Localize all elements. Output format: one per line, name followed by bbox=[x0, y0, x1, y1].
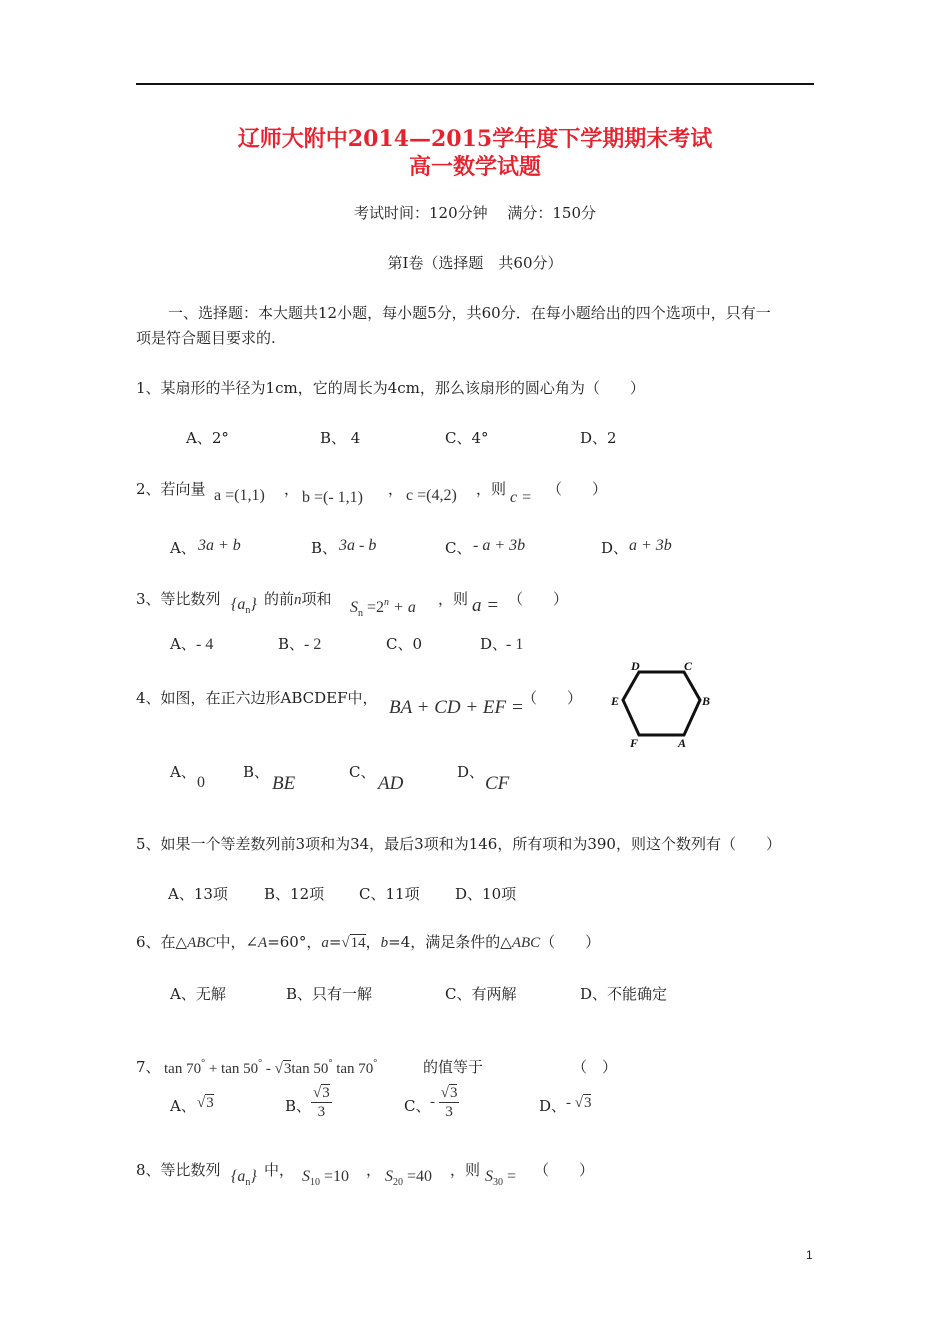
q3-sequence: $\{a_n\}$ bbox=[231, 596, 257, 616]
q3-then: ，则 bbox=[438, 590, 469, 608]
q3-ask: a = bbox=[472, 595, 500, 616]
q2-option-b-label: B、 bbox=[311, 539, 338, 557]
q7-option-c-label: C、 bbox=[404, 1097, 431, 1115]
q5-option-d: D、10项 bbox=[455, 885, 517, 903]
q1-option-b: B、 4 bbox=[320, 429, 361, 447]
q7-option-d: - √3 bbox=[566, 1095, 592, 1111]
q2-vector-a: a =(1,1) bbox=[214, 487, 265, 504]
q4-option-c: AD bbox=[378, 773, 404, 794]
hexagon-label-e: E bbox=[611, 694, 620, 708]
q7-option-b-label: B、 bbox=[285, 1097, 312, 1115]
q3-sum-formula: $S_n =2^n + a$ bbox=[350, 597, 416, 619]
q5-option-a: A、13项 bbox=[168, 885, 228, 903]
page-number: 1 bbox=[806, 1248, 813, 1262]
q3-option-a: - 4 bbox=[196, 636, 214, 653]
exam-subtitle: 高一数学试题 bbox=[408, 154, 541, 180]
q3-option-d-label: D、 bbox=[480, 635, 508, 653]
q3-option-b: - 2 bbox=[304, 636, 322, 653]
q4-option-d-label: D、 bbox=[457, 763, 485, 781]
q2-then: ，则 bbox=[476, 480, 507, 498]
q8-s20: $S_{20} =40$ bbox=[385, 1168, 433, 1188]
q2-option-d-label: D、 bbox=[601, 539, 629, 557]
q6-option-b: B、只有一解 bbox=[286, 985, 373, 1003]
q4-paren: （ ） bbox=[522, 689, 583, 707]
q4-option-b-label: B、 bbox=[243, 763, 270, 781]
instructions-line-1: 一、选择题：本大题共12小题，每小题5分，共60分．在每小题给出的四个选项中，只有一 bbox=[168, 304, 771, 322]
q3-option-d: - 1 bbox=[506, 636, 524, 653]
q3-paren: （ ） bbox=[508, 590, 569, 608]
hexagon-label-c: C bbox=[684, 659, 693, 673]
q3-mid: 的前n项和 bbox=[264, 590, 332, 608]
q2-ask: c = bbox=[510, 489, 532, 506]
q8-then: ，则 bbox=[450, 1161, 481, 1179]
exam-title: 辽师大附中2014—2015学年度下学期期末考试 bbox=[237, 126, 713, 152]
hexagon-label-a: A bbox=[678, 736, 687, 750]
q7-tail: 的值等于 bbox=[423, 1058, 484, 1076]
q4-stem: 4、如图，在正六边形ABCDEF中， bbox=[136, 689, 378, 707]
q3-option-a-label: A、 bbox=[170, 635, 196, 653]
q7-paren: （ ） bbox=[572, 1058, 618, 1076]
q4-expression: BA + CD + EF = bbox=[389, 697, 524, 718]
q2-comma-1: ， bbox=[284, 480, 300, 498]
q3-option-c: C、0 bbox=[386, 635, 423, 653]
hexagon-label-f: F bbox=[630, 736, 639, 750]
q2-option-c: - a + 3b bbox=[473, 537, 526, 554]
q6-option-a: A、无解 bbox=[170, 985, 226, 1003]
q1-option-d: D、2 bbox=[580, 429, 617, 447]
q2-option-c-label: C、 bbox=[445, 539, 472, 557]
q4-option-c-label: C、 bbox=[349, 763, 376, 781]
q4-option-a: 0 bbox=[197, 774, 205, 791]
q7-option-a: √3 bbox=[197, 1095, 214, 1111]
q6-stem: 6、在△ABC中，∠A=60°，a=√14，b=4，满足条件的△ABC（ ） bbox=[136, 933, 601, 951]
q2-option-a-label: A、 bbox=[170, 539, 196, 557]
q8-mid: 中， bbox=[264, 1161, 295, 1179]
q8-sequence: $\{a_n\}$ bbox=[231, 1168, 257, 1188]
q1-stem: 1、某扇形的半径为1cm，它的周长为4cm，那么该扇形的圆心角为（ ） bbox=[136, 379, 645, 397]
q3-prefix: 3、等比数列 bbox=[136, 590, 221, 608]
q2-paren: （ ） bbox=[547, 480, 608, 498]
q7-expression: tan 70° + tan 50° - √3tan 50° tan 70° bbox=[164, 1058, 378, 1077]
q6-option-c: C、有两解 bbox=[445, 985, 517, 1003]
q2-option-d: a + 3b bbox=[629, 537, 672, 554]
q7-option-b: $\frac{√3}{3}$ bbox=[313, 1085, 330, 1120]
section-heading: 第Ⅰ卷（选择题 共60分） bbox=[387, 254, 563, 272]
q2-vector-b: b =(- 1,1) bbox=[302, 489, 364, 506]
q7-option-a-label: A、 bbox=[170, 1097, 196, 1115]
hexagon-shape bbox=[623, 672, 700, 735]
q8-s30: $S_{30}$ = bbox=[485, 1168, 517, 1188]
q2-option-b: 3a - b bbox=[339, 537, 377, 554]
q5-option-c: C、11项 bbox=[359, 885, 420, 903]
q7-number: 7、 bbox=[136, 1058, 161, 1076]
exam-info: 考试时间：120分钟 满分：150分 bbox=[353, 204, 597, 222]
q7-option-c: - $\frac{√3}{3}$ bbox=[430, 1085, 458, 1120]
q2-option-a: 3a + b bbox=[198, 537, 241, 554]
instructions-line-2: 项是符合题目要求的. bbox=[136, 329, 276, 347]
q4-option-b: BE bbox=[272, 773, 296, 794]
q2-vector-c: c =(4,2) bbox=[406, 487, 457, 504]
q5-stem: 5、如果一个等差数列前3项和为34，最后3项和为146，所有项和为390，则这个数列有（ ） bbox=[136, 835, 781, 853]
hexagon-figure bbox=[605, 658, 715, 753]
q5-option-b: B、12项 bbox=[264, 885, 325, 903]
header-rule bbox=[136, 83, 814, 85]
q3-option-b-label: B、 bbox=[278, 635, 305, 653]
q7-option-d-label: D、 bbox=[539, 1097, 567, 1115]
hexagon-label-b: B bbox=[702, 694, 711, 708]
q8-paren: （ ） bbox=[534, 1161, 595, 1179]
q2-comma-2: ， bbox=[388, 480, 404, 498]
q8-prefix: 8、等比数列 bbox=[136, 1161, 221, 1179]
q1-option-a: A、2° bbox=[186, 429, 229, 447]
hexagon-label-d: D bbox=[631, 659, 640, 673]
q1-option-c: C、4° bbox=[445, 429, 489, 447]
q8-s10: $S_{10} =10$ bbox=[302, 1168, 350, 1188]
q4-option-d: CF bbox=[485, 773, 510, 794]
q8-comma: ， bbox=[366, 1161, 382, 1179]
q2-prefix: 2、若向量 bbox=[136, 480, 206, 498]
q4-option-a-label: A、 bbox=[170, 763, 196, 781]
q6-option-d: D、不能确定 bbox=[580, 985, 668, 1003]
